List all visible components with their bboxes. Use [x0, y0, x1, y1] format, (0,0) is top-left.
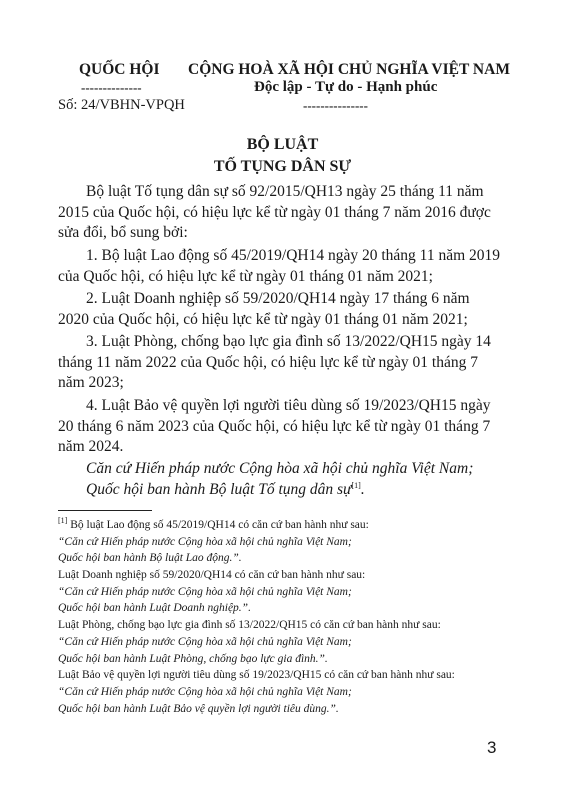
footnote-separator [58, 510, 152, 511]
item3-line-2: tháng 11 năm 2022 của Quốc hội, có hiệu lực kể từ ngày 01 tháng 7 [58, 353, 478, 371]
legal-basis-end: . [360, 480, 365, 498]
national-motto: Độc lập - Tự do - Hạnh phúc [254, 79, 438, 95]
footnote-line-2: “Căn cứ Hiến pháp nước Cộng hòa xã hội chủ nghĩa Việt Nam; [58, 535, 352, 548]
item4-line-1: 4. Luật Bảo vệ quyền lợi người tiêu dùng số 19/2023/QH15 ngày [86, 397, 491, 414]
item3-line-1: 3. Luật Phòng, chống bạo lực gia đình số 13/2022/QH15 ngày 14 [86, 333, 491, 350]
amendment-item-1 [58, 246, 504, 287]
motto-divider: --------------- [303, 98, 368, 113]
amendment-item-4 [58, 396, 504, 458]
amendment-item-2 [58, 289, 504, 330]
item4-line-2: 20 tháng 6 năm 2023 của Quốc hội, có hiệu lực kể từ ngày 01 tháng 7 [58, 417, 491, 435]
document-title-line2: TỐ TỤNG DÂN SỰ [213, 158, 352, 175]
item3-line-3: năm 2023; [58, 374, 124, 391]
nation-name: CỘNG HOÀ XÃ HỘI CHỦ NGHĨA VIỆT NAM [188, 61, 510, 78]
footnote-line-7: Luật Phòng, chống bạo lực gia đình số 13/2022/QH15 có căn cứ ban hành như sau: [58, 619, 441, 632]
issuer-name: QUỐC HỘI [79, 61, 160, 78]
item1-line-1: 1. Bộ luật Lao động số 45/2019/QH14 ngày 20 tháng 11 năm 2019 [86, 247, 501, 264]
footnote-line-10: Luật Bảo vệ quyền lợi người tiêu dùng số 19/2023/QH15 có căn cứ ban hành như sau: [58, 669, 455, 682]
intro-line-1: Bộ luật Tố tụng dân sự số 92/2015/QH13 ngày 25 tháng 11 năm [86, 183, 484, 200]
footnote-marker: [1] [58, 516, 68, 526]
footnote-line-6: Quốc hội ban hành Luật Doanh nghiệp.”. [58, 602, 251, 615]
footnote-line-8: “Căn cứ Hiến pháp nước Cộng hòa xã hội chủ nghĩa Việt Nam; [58, 635, 352, 648]
footnote-line-11: “Căn cứ Hiến pháp nước Cộng hòa xã hội chủ nghĩa Việt Nam; [58, 685, 352, 698]
footnote-block [58, 518, 508, 718]
issuer-divider: -------------- [81, 80, 142, 95]
legal-basis-line-1: Căn cứ Hiến pháp nước Cộng hòa xã hội chủ nghĩa Việt Nam; [86, 460, 474, 477]
intro-paragraph [58, 182, 504, 244]
legal-basis-line-2: Quốc hội ban hành Bộ luật Tố tụng dân sự [86, 480, 352, 498]
document-title-line1: BỘ LUẬT [246, 136, 319, 153]
footnote-line-3: Quốc hội ban hành Bộ luật Lao động.”. [58, 552, 242, 565]
amendment-item-3 [58, 332, 504, 394]
footnote-line-9: Quốc hội ban hành Luật Phòng, chống bạo lực gia đình.”. [58, 652, 328, 665]
footnote-line-1: Bộ luật Lao động số 45/2019/QH14 có căn cứ ban hành như sau: [67, 519, 369, 531]
footnote-line-12: Quốc hội ban hành Luật Bảo vệ quyền lợi người tiêu dùng.”. [58, 702, 339, 715]
footnote-line-5: “Căn cứ Hiến pháp nước Cộng hòa xã hội chủ nghĩa Việt Nam; [58, 585, 352, 598]
item1-line-2: của Quốc hội, có hiệu lực kể từ ngày 01 tháng 01 năm 2021; [58, 267, 433, 285]
page-number: 3 [487, 738, 497, 757]
legal-basis [58, 459, 504, 500]
footnote-line-4: Luật Doanh nghiệp số 59/2020/QH14 có căn cứ ban hành như sau: [58, 569, 366, 582]
intro-line-2: 2015 của Quốc hội, có hiệu lực kể từ ngày 01 tháng 7 năm 2016 được [58, 203, 491, 221]
document-number: Số: 24/VBHN-VPQH [58, 97, 185, 113]
item2-line-1: 2. Luật Doanh nghiệp số 59/2020/QH14 ngày 17 tháng 6 năm [86, 290, 470, 307]
item2-line-2: 2020 của Quốc hội, có hiệu lực kể từ ngày 01 tháng 01 năm 2021; [58, 310, 468, 328]
intro-line-3: sửa đổi, bổ sung bởi: [58, 224, 188, 241]
item4-line-3: năm 2024. [58, 438, 124, 455]
footnote-reference[interactable]: [1] [351, 480, 361, 490]
